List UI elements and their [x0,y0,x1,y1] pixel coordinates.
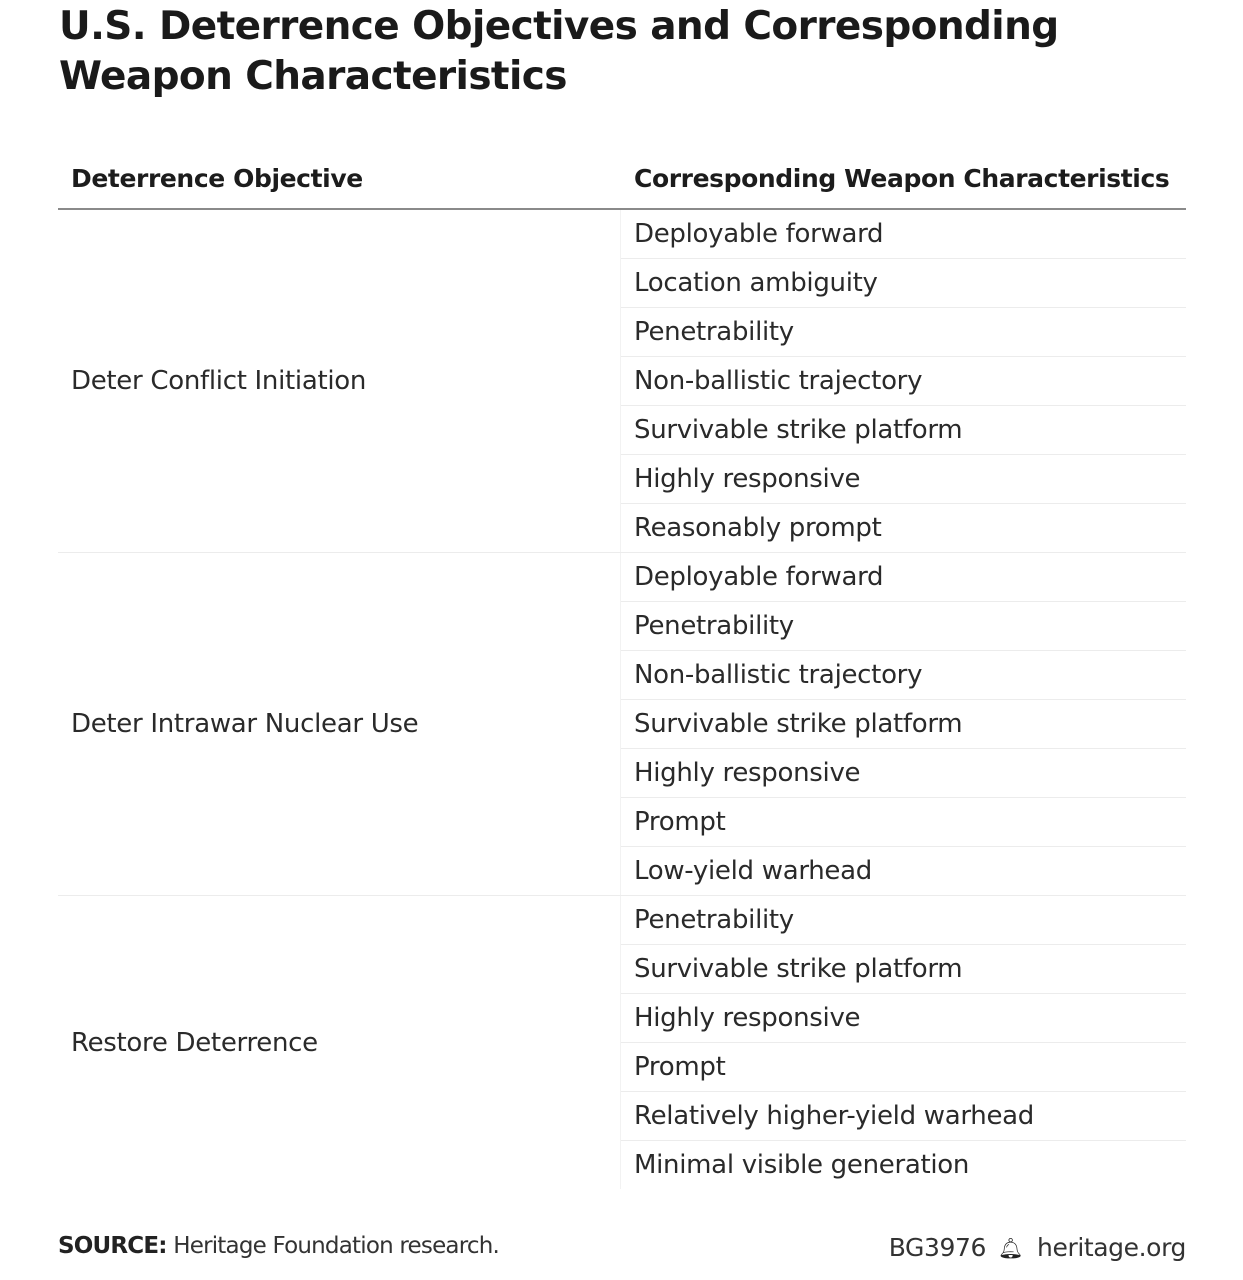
characteristic-cell: Deployable forward [621,210,1186,259]
objective-group [58,553,1186,896]
objective-cell: Deter Conflict Initiation [58,210,621,552]
source-label: SOURCE: [58,1233,167,1259]
footer [58,1233,1186,1267]
characteristic-cell: Location ambiguity [621,259,1186,308]
characteristic-cell: Highly responsive [621,749,1186,798]
source-text: Heritage Foundation research. [173,1233,499,1259]
title-line-1: U.S. Deterrence Objectives and Corresponding [59,4,1059,49]
site-link[interactable]: heritage.org [1037,1233,1186,1262]
characteristic-cell: Highly responsive [621,455,1186,504]
characteristics-list [621,553,1186,895]
characteristic-cell: Minimal visible generation [634,1150,970,1180]
objective-cell: Restore Deterrence [58,896,621,1189]
table-body [58,210,1186,1189]
characteristic-cell: Prompt [621,798,1186,847]
table-header [58,150,1186,210]
deterrence-table [58,150,1186,1189]
objective-group [58,210,1186,553]
footer-meta [889,1233,1186,1262]
characteristics-list [621,210,1186,552]
title-line-2: Weapon Characteristics [59,54,567,99]
characteristic-cell: Non-ballistic trajectory [621,357,1186,406]
characteristic-cell: Highly responsive [621,994,1186,1043]
characteristic-cell: Survivable strike platform [621,700,1186,749]
characteristic-cell: Non-ballistic trajectory [621,651,1186,700]
report-code: BG3976 [888,1233,987,1262]
page-title [59,2,1059,102]
characteristic-cell: Penetrability [621,896,1186,945]
characteristic-cell: Deployable forward [621,553,1186,602]
characteristic-cell: Penetrability [621,602,1186,651]
objective-cell: Deter Intrawar Nuclear Use [58,553,621,895]
characteristic-cell: Survivable strike platform [621,945,1186,994]
characteristic-cell: Survivable strike platform [621,406,1186,455]
characteristics-list [621,896,1186,1189]
source-note [58,1233,499,1259]
characteristic-cell: Penetrability [621,308,1186,357]
characteristic-cell: Relatively higher-yield warhead [621,1092,1186,1141]
header-characteristics: Corresponding Weapon Characteristics [634,164,1170,193]
characteristic-cell: Prompt [621,1043,1186,1092]
header-objective: Deterrence Objective [71,164,363,193]
liberty-bell-icon: 🔔︎ [998,1235,1024,1260]
characteristic-cell: Low-yield warhead [634,856,872,886]
characteristic-cell: Reasonably prompt [634,513,882,543]
objective-group [58,896,1186,1189]
